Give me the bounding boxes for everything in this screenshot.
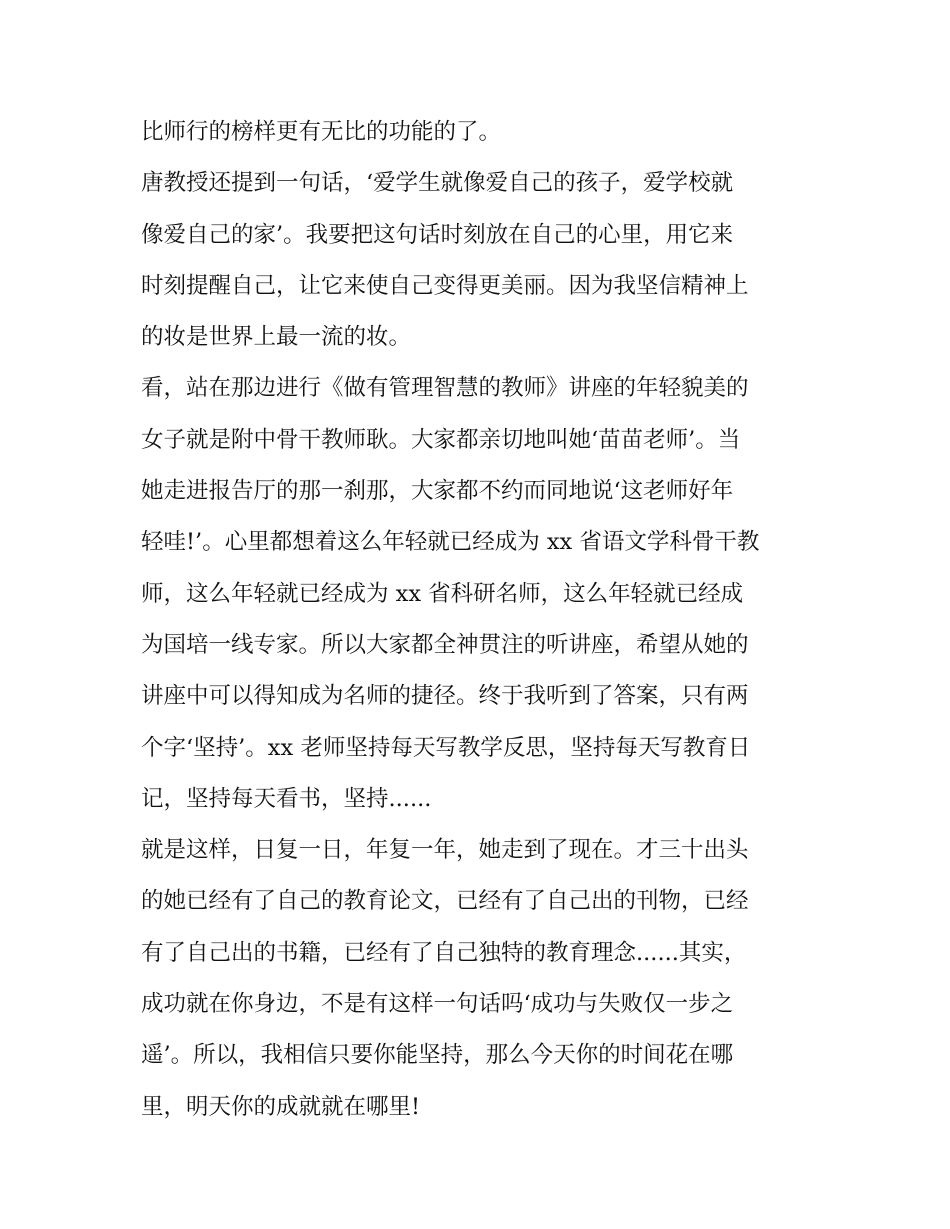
text-line-2: 唐教授还提到一句话，‘爱学生就像爱自己的孩子，爱学校就 <box>141 170 734 197</box>
text-line-19: 遥’。所以，我相信只要你能坚持，那么今天你的时间花在哪 <box>141 1042 734 1069</box>
text-line-12: 讲座中可以得知成为名师的捷径。终于我听到了答案，只有两 <box>141 683 749 710</box>
text-line-7: 女子就是附中骨干教师耿。大家都亲切地叫她‘苗苗老师’。当 <box>141 426 741 453</box>
text-line-14: 记，坚持每天看书，坚持...... <box>141 785 432 812</box>
text-line-3: 像爱自己的家’。我要把这句话时刻放在自己的心里，用它来 <box>141 221 734 248</box>
text-line-5: 的妆是世界上最一流的妆。 <box>141 324 412 351</box>
text-line-18: 成功就在你身边，不是有这样一句话吗‘成功与失败仅一步之 <box>141 991 734 1018</box>
text-line-6: 看，站在那边进行《做有管理智慧的教师》讲座的年轻貌美的 <box>141 375 749 402</box>
text-line-13: 个字‘坚持’。xx 老师坚持每天写教学反思，坚持每天写教育日 <box>141 734 751 761</box>
text-line-20: 里，明天你的成就就在哪里! <box>141 1093 421 1120</box>
text-line-10: 师，这么年轻就已经成为 xx 省科研名师，这么年轻就已经成 <box>141 580 744 607</box>
body-text <box>141 107 821 1133</box>
text-line-9: 轻哇!’。心里都想着这么年轻就已经成为 xx 省语文学科骨干教 <box>141 529 760 556</box>
text-line-4: 时刻提醒自己，让它来使自己变得更美丽。因为我坚信精神上 <box>141 272 749 299</box>
text-line-16: 的她已经有了自己的教育论文，已经有了自己出的刊物，已经 <box>141 888 749 915</box>
text-line-17: 有了自己出的书籍，已经有了自己独特的教育理念......其实， <box>141 939 747 966</box>
text-line-11: 为国培一线专家。所以大家都全神贯注的听讲座，希望从她的 <box>141 631 749 658</box>
text-line-1: 比师行的榜样更有无比的功能的了。 <box>141 119 502 145</box>
text-line-15: 就是这样，日复一日，年复一年，她走到了现在。才三十出头 <box>141 837 749 864</box>
text-line-8: 她走进报告厅的那一刹那，大家都不约而同地说‘这老师好年 <box>141 478 734 505</box>
